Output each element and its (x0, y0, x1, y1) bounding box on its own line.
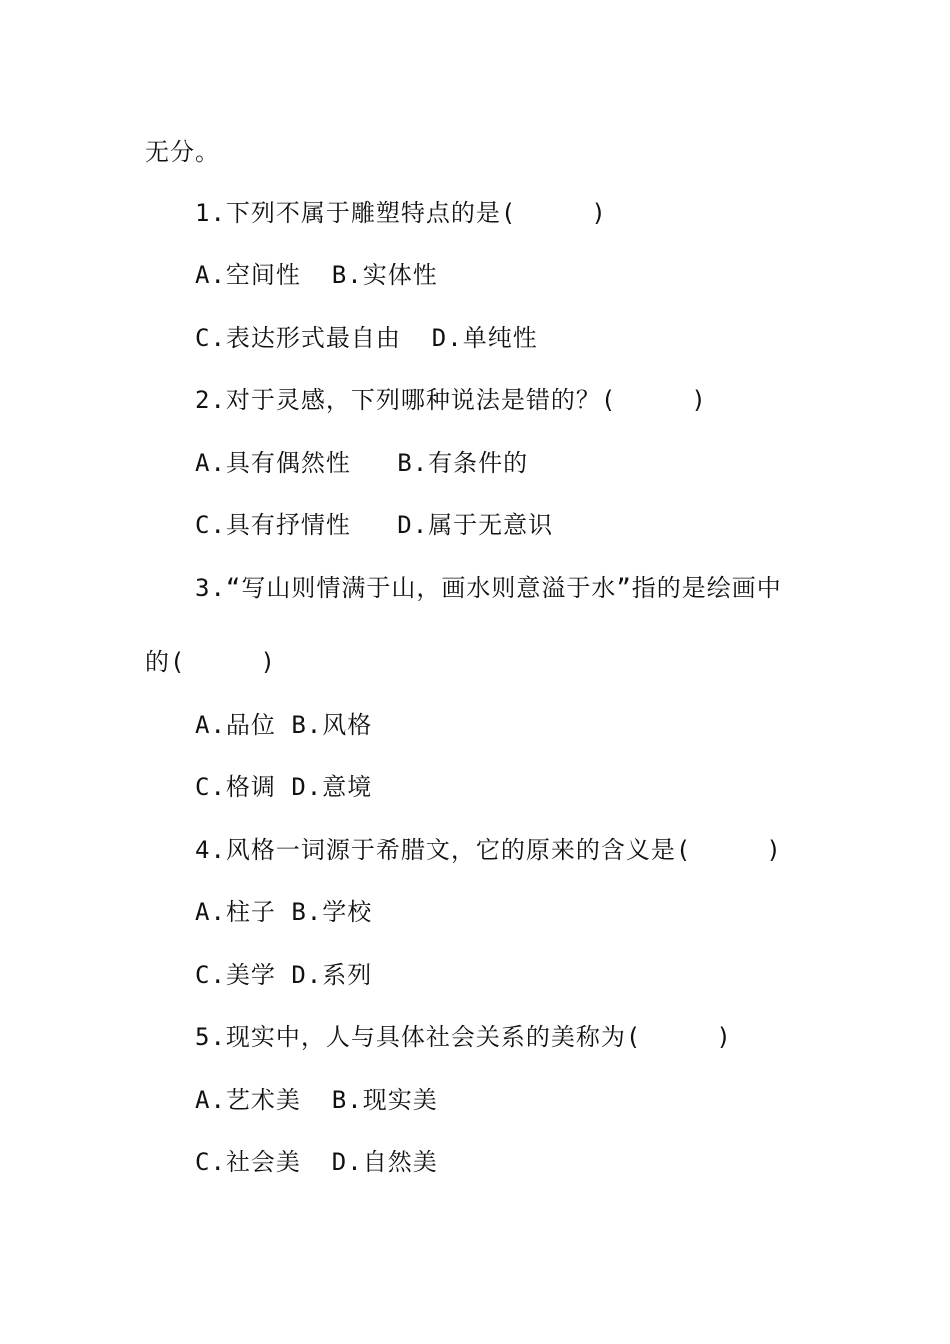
question-5-options-ab: A.艺术美 B.现实美 (195, 1086, 438, 1114)
question-4: 4.风格一词源于希腊文，它的原来的含义是( ) (195, 836, 782, 864)
question-1-options-ab: A.空间性 B.实体性 (195, 261, 438, 289)
question-1: 1.下列不属于雕塑特点的是( ) (195, 199, 607, 227)
question-5: 5.现实中，人与具体社会关系的美称为( ) (195, 1023, 732, 1051)
continuation-text: 无分。 (145, 138, 220, 166)
question-3-options-ab: A.品位 B.风格 (195, 711, 373, 739)
question-4-options-cd: C.美学 D.系列 (195, 961, 373, 989)
question-1-options-cd: C.表达形式最自由 D.单纯性 (195, 324, 538, 352)
question-3: 3.“写山则情满于山，画水则意溢于水”指的是绘画中 (195, 574, 782, 602)
question-2-options-ab: A.具有偶然性 B.有条件的 (195, 449, 529, 477)
question-4-options-ab: A.柱子 B.学校 (195, 898, 373, 926)
question-5-options-cd: C.社会美 D.自然美 (195, 1148, 438, 1176)
question-3-continuation: 的( ) (145, 648, 276, 676)
question-2: 2.对于灵感，下列哪种说法是错的？( ) (195, 386, 707, 414)
question-2-options-cd: C.具有抒情性 D.属于无意识 (195, 511, 554, 539)
question-3-options-cd: C.格调 D.意境 (195, 773, 373, 801)
